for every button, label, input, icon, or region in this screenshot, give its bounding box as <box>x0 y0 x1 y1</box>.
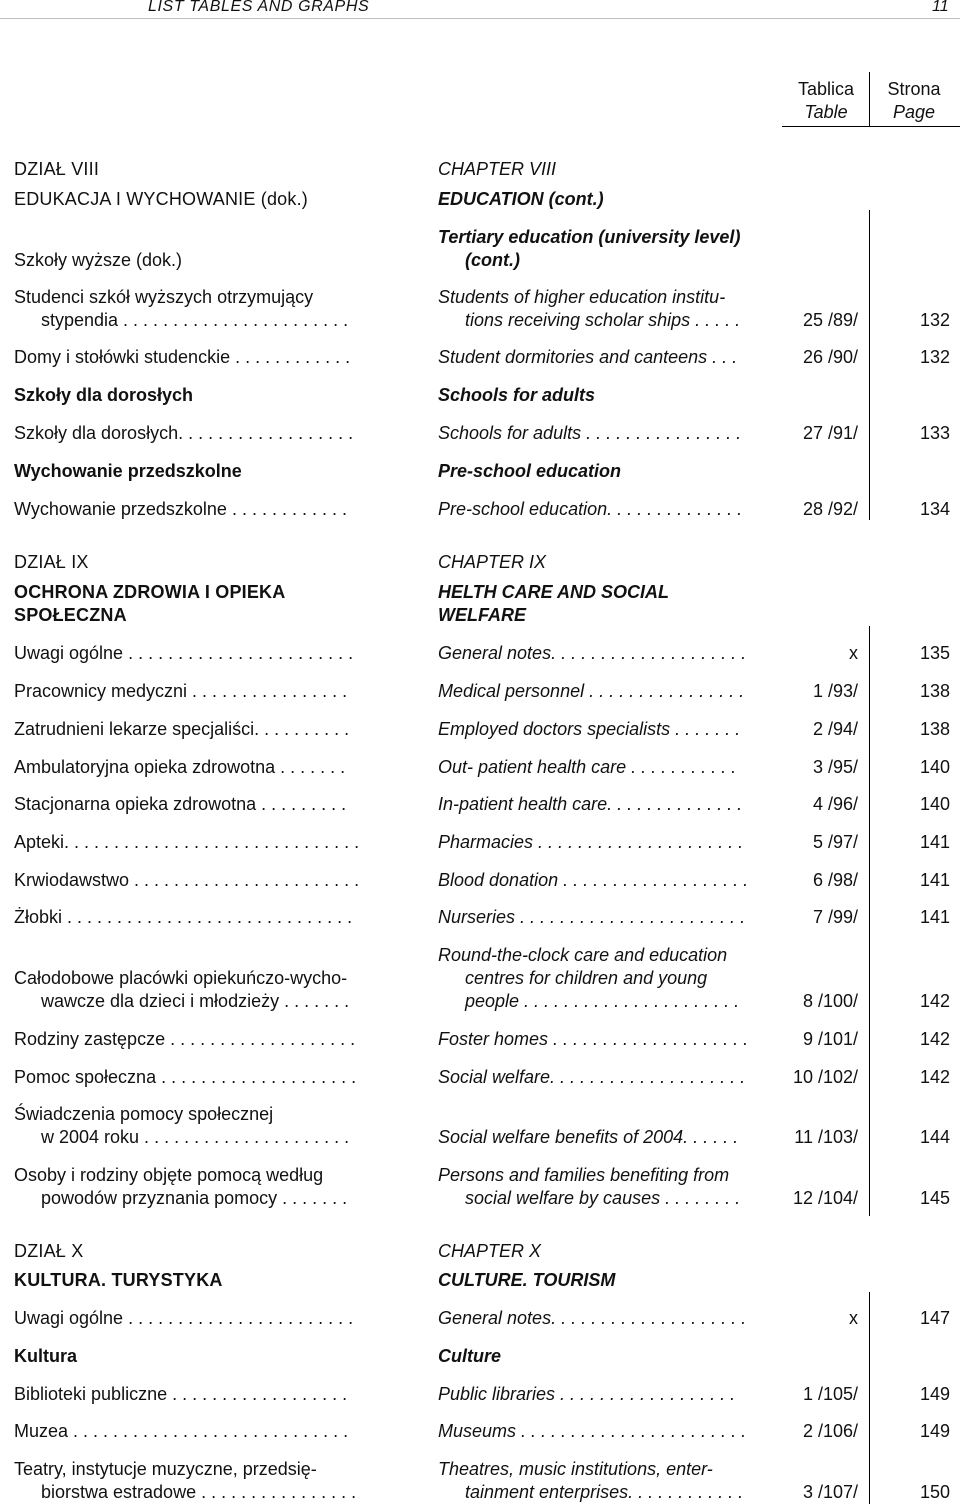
page-reference: 149 <box>919 1421 950 1441</box>
chapter-label-pl: DZIAŁ IX <box>14 552 89 572</box>
chapter-title-en <box>438 581 768 627</box>
column-heading-underline <box>782 126 960 127</box>
chapter-title-en: CULTURE. TOURISM <box>438 1270 616 1290</box>
list-item-pl <box>14 967 384 1013</box>
list-item-pl: Biblioteki publiczne . . . . . . . . . . . . . . . . . . <box>14 1384 348 1404</box>
list-item-pl: Pracownicy medyczni . . . . . . . . . . . . . . . . <box>14 681 348 701</box>
table-number: 7 /99/ <box>812 907 858 927</box>
table-number: 1 /105/ <box>802 1384 858 1404</box>
list-item-en <box>438 1164 768 1210</box>
page-reference: 133 <box>919 423 950 443</box>
list-item-en-line: Theatres, music institutions, enter- <box>438 1459 713 1479</box>
list-item-pl: Rodziny zastępcze . . . . . . . . . . . . . . . . . . . <box>14 1029 356 1049</box>
list-item-en-line: centres for children and young <box>465 968 708 988</box>
chapter-title-pl-line: OCHRONA ZDROWIA I OPIEKA <box>14 582 286 602</box>
list-item-pl-line: Osoby i rodziny objęte pomocą według <box>14 1165 324 1185</box>
table-number: 11 /103/ <box>794 1127 858 1147</box>
subsection-heading-pl: Kultura <box>14 1346 77 1366</box>
list-item-en: Employed doctors specialists . . . . . . . <box>438 719 741 739</box>
list-item-en-line: people . . . . . . . . . . . . . . . . . . . . . . <box>465 991 740 1011</box>
chapter-title-en: EDUCATION (cont.) <box>438 189 604 209</box>
chapter-title-pl: KULTURA. TURYSTYKA <box>14 1270 223 1290</box>
subsection-heading-pl: Wychowanie przedszkolne <box>14 461 242 481</box>
page-reference: 144 <box>919 1127 950 1147</box>
list-item-en: General notes. . . . . . . . . . . . . . . . . . . . <box>438 1308 747 1328</box>
chapter-title-pl: EDUKACJA I WYCHOWANIE (dok.) <box>14 189 308 209</box>
list-item-pl: Stacjonarna opieka zdrowotna . . . . . . . . . <box>14 794 347 814</box>
list-item-pl: Domy i stołówki studenckie . . . . . . . . . . . . <box>14 347 351 367</box>
table-number: 3 /95/ <box>812 757 858 777</box>
page-reference: 132 <box>919 310 950 330</box>
list-item-en: Pharmacies . . . . . . . . . . . . . . . . . . . . . <box>438 832 744 852</box>
list-item-pl: Krwiodawstwo . . . . . . . . . . . . . . . . . . . . . . . <box>14 870 360 890</box>
list-item-en-line: social welfare by causes . . . . . . . . <box>465 1188 741 1208</box>
page-reference: 141 <box>919 832 950 852</box>
table-number: 25 /89/ <box>802 310 858 330</box>
list-item-en: Social welfare benefits of 2004. . . . . . <box>438 1127 739 1147</box>
chapter-title-pl <box>14 581 384 627</box>
running-header <box>0 0 960 19</box>
table-number: x <box>849 1308 858 1328</box>
subsection-heading-en: Schools for adults <box>438 385 596 405</box>
column-heading-table <box>786 78 866 124</box>
list-item-pl: Uwagi ogólne . . . . . . . . . . . . . . . . . . . . . . . <box>14 643 354 663</box>
list-item-en: Nurseries . . . . . . . . . . . . . . . . . . . . . . . <box>438 907 746 927</box>
list-item-pl <box>14 286 384 332</box>
list-item-pl <box>14 1458 384 1504</box>
chapter-label-pl: DZIAŁ VIII <box>14 159 100 179</box>
list-item-pl <box>14 1164 384 1210</box>
list-item-en: General notes. . . . . . . . . . . . . . . . . . . . <box>438 643 747 663</box>
list-item-en: Social welfare. . . . . . . . . . . . . . . . . . . . <box>438 1067 746 1087</box>
page-reference: 138 <box>919 719 950 739</box>
table-number: 28 /92/ <box>802 499 858 519</box>
list-item-en: Out- patient health care . . . . . . . . . . . <box>438 757 737 777</box>
list-item-en: Pre-school education. . . . . . . . . . . . . . <box>438 499 743 519</box>
list-item-en: Public libraries . . . . . . . . . . . . . . . . . . <box>438 1384 736 1404</box>
chapter-title-en-line: HELTH CARE AND SOCIAL <box>438 582 669 602</box>
table-number: 8 /100/ <box>802 991 858 1011</box>
subsection-heading-en: Pre-school education <box>438 461 622 481</box>
list-item-en-line: Students of higher education institu- <box>438 287 726 307</box>
table-number: 9 /101/ <box>802 1029 858 1049</box>
list-item-en-line: Persons and families benefiting from <box>438 1165 730 1185</box>
chapter-label-en: CHAPTER VIII <box>438 159 557 179</box>
column-heading-page-en: Page <box>892 102 936 122</box>
page-reference: 140 <box>919 757 950 777</box>
page-reference: 134 <box>919 499 950 519</box>
list-item-en <box>438 286 768 332</box>
table-number: x <box>849 643 858 663</box>
list-item-en: Museums . . . . . . . . . . . . . . . . . . . . . . . <box>438 1421 747 1441</box>
table-number: 10 /102/ <box>792 1067 858 1087</box>
page-reference: 132 <box>919 347 950 367</box>
list-item-pl-line: w 2004 roku . . . . . . . . . . . . . . . . . . . . . <box>41 1127 350 1147</box>
page-reference: 141 <box>919 907 950 927</box>
column-heading-table-en: Table <box>804 102 848 122</box>
list-item-en: Blood donation . . . . . . . . . . . . . . . . . . . <box>438 870 749 890</box>
list-item-pl-line: Studenci szkół wyższych otrzymujący <box>14 287 314 307</box>
column-separator-header <box>869 72 870 126</box>
list-item-pl-line: powodów przyznania pomocy . . . . . . . <box>41 1188 348 1208</box>
list-item-en: Student dormitories and canteens . . . <box>438 347 738 367</box>
list-item-pl: Żłobki . . . . . . . . . . . . . . . . . . . . . . . . . . . . . <box>14 907 353 927</box>
page-reference: 142 <box>919 1029 950 1049</box>
list-item-en-line: tainment enterprises. . . . . . . . . . . . <box>465 1482 744 1502</box>
list-item-pl-line: Teatry, instytucje muzyczne, przedsię- <box>14 1459 317 1479</box>
page-reference: 141 <box>919 870 950 890</box>
subsection-heading-en <box>438 226 768 272</box>
page-reference: 140 <box>919 794 950 814</box>
table-number: 4 /96/ <box>812 794 858 814</box>
list-item-en: In-patient health care. . . . . . . . . . . . . . <box>438 794 743 814</box>
list-item-pl-line: Całodobowe placówki opiekuńczo-wycho- <box>14 968 348 988</box>
subsection-heading-pl: Szkoły wyższe (dok.) <box>14 250 183 270</box>
list-item-pl: Pomoc społeczna . . . . . . . . . . . . . . . . . . . . <box>14 1067 357 1087</box>
column-heading-page <box>872 78 956 124</box>
chapter-label-en: CHAPTER X <box>438 1241 542 1261</box>
chapter-label-pl: DZIAŁ X <box>14 1241 84 1261</box>
list-item-en-line: Round-the-clock care and education <box>438 945 728 965</box>
list-item-pl-line: Świadczenia pomocy społecznej <box>14 1104 274 1124</box>
table-number: 5 /97/ <box>812 832 858 852</box>
column-heading-page-pl: Strona <box>887 79 941 99</box>
list-item-en: Medical personnel . . . . . . . . . . . . . . . . <box>438 681 745 701</box>
table-number: 3 /107/ <box>802 1482 858 1502</box>
list-item-en: Foster homes . . . . . . . . . . . . . . . . . . . . <box>438 1029 749 1049</box>
table-number: 6 /98/ <box>812 870 858 890</box>
table-number: 2 /94/ <box>812 719 858 739</box>
page-reference: 145 <box>919 1188 950 1208</box>
table-number: 2 /106/ <box>802 1421 858 1441</box>
chapter-title-en-line: WELFARE <box>438 605 526 625</box>
list-item-pl: Uwagi ogólne . . . . . . . . . . . . . . . . . . . . . . . <box>14 1308 354 1328</box>
page-reference: 142 <box>919 991 950 1011</box>
subsection-heading-en-line: (cont.) <box>465 250 520 270</box>
page-reference: 138 <box>919 681 950 701</box>
page-reference: 149 <box>919 1384 950 1404</box>
list-item-en-line: tions receiving scholar ships . . . . . <box>465 310 741 330</box>
page-reference: 150 <box>919 1482 950 1502</box>
chapter-label-en: CHAPTER IX <box>438 552 547 572</box>
subsection-heading-en: Culture <box>438 1346 501 1366</box>
page-number: 11 <box>932 0 949 15</box>
list-item-pl-line: stypendia . . . . . . . . . . . . . . . . . . . . . . . <box>41 310 349 330</box>
list-item-pl: Zatrudnieni lekarze specjaliści. . . . . . . . . . <box>14 719 350 739</box>
list-item-pl: Szkoły dla dorosłych. . . . . . . . . . . . . . . . . . <box>14 423 354 443</box>
page-reference: 147 <box>919 1308 950 1328</box>
chapter-title-pl-line: SPOŁECZNA <box>14 605 127 625</box>
list-item-pl: Muzea . . . . . . . . . . . . . . . . . . . . . . . . . . . . <box>14 1421 349 1441</box>
list-item-pl: Ambulatoryjna opieka zdrowotna . . . . . . . <box>14 757 346 777</box>
list-item-en <box>438 944 768 1013</box>
page-reference: 135 <box>919 643 950 663</box>
table-number: 1 /93/ <box>812 681 858 701</box>
list-item-pl: Wychowanie przedszkolne . . . . . . . . . . . . <box>14 499 347 519</box>
column-heading-table-pl: Tablica <box>797 79 855 99</box>
subsection-heading-pl: Szkoły dla dorosłych <box>14 385 194 405</box>
running-title: LIST TABLES AND GRAPHS <box>148 0 370 15</box>
table-number: 27 /91/ <box>802 423 858 443</box>
list-item-pl: Apteki. . . . . . . . . . . . . . . . . . . . . . . . . . . . . . <box>14 832 360 852</box>
list-item-en: Schools for adults . . . . . . . . . . . . . . . . <box>438 423 742 443</box>
table-number: 26 /90/ <box>802 347 858 367</box>
list-item-pl-line: biorstwa estradowe . . . . . . . . . . . . . . . . <box>41 1482 357 1502</box>
list-item-en <box>438 1458 768 1504</box>
list-item-pl <box>14 1103 384 1149</box>
table-number: 12 /104/ <box>792 1188 858 1208</box>
subsection-heading-en-line: Tertiary education (university level) <box>438 227 741 247</box>
page-reference: 142 <box>919 1067 950 1087</box>
list-item-pl-line: wawcze dla dzieci i młodzieży . . . . . . . <box>41 991 350 1011</box>
